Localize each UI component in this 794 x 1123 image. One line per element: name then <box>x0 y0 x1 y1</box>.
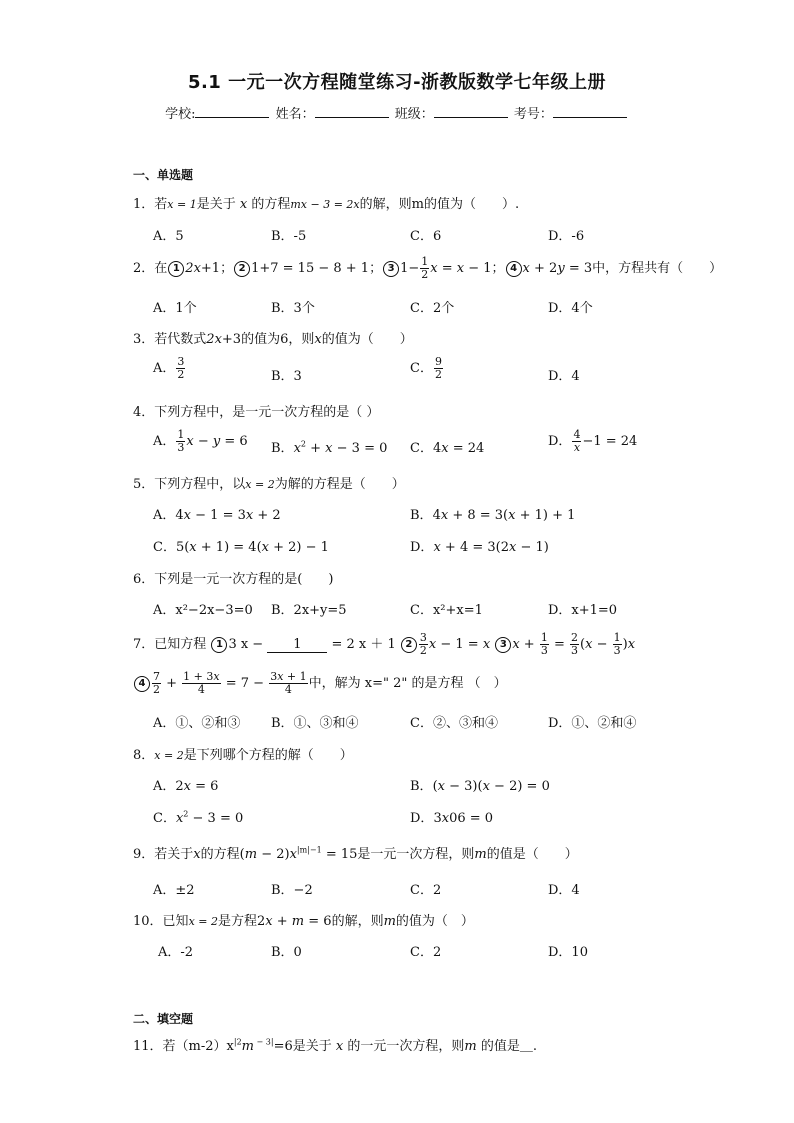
question-8: 8．x = 2是下列哪个方程的解（ ） <box>133 748 353 763</box>
q10-option-d[interactable]: D．10 <box>548 945 588 960</box>
q4-option-a[interactable]: A． $\frac{1}{3}$ x − y = 6 <box>153 428 248 454</box>
q9-option-c[interactable]: C．2 <box>410 883 442 898</box>
exam-no-label: 考号： <box>513 107 553 122</box>
q10-option-b[interactable]: B．0 <box>271 945 302 960</box>
section-fill-in: 二、填空题 <box>133 1012 194 1026</box>
q2-option-b[interactable]: B．3个 <box>271 301 315 316</box>
question-4: 4．下列方程中，是一元一次方程的是（ ） <box>133 405 380 420</box>
q3-option-c[interactable]: C． $\frac{9}{2}$ <box>410 355 442 381</box>
q1-option-b[interactable]: B．-5 <box>271 229 307 244</box>
q4-option-b[interactable]: B．$x^2 + x - 3 = 0$ <box>271 439 388 456</box>
q2-option-d[interactable]: D．4个 <box>548 301 593 316</box>
q10-option-c[interactable]: C．2 <box>410 945 442 960</box>
school-label: 学校: <box>165 107 196 122</box>
q9-option-a[interactable]: A．±2 <box>153 883 195 898</box>
question-11: 11．若$(m-2)x^{|2}m$ $^{- 3|}$=6是关于 x 的一元一次方程，则m 的值是＿. <box>133 1037 538 1054</box>
question-9: 9．若关于x的方程$(m - 2)x^{|m|-1} = 15$是一元一次方程，则m的值是（ ） <box>133 845 578 862</box>
q7-option-b[interactable]: B．①、③和④ <box>271 716 359 731</box>
q8-option-c[interactable]: C．$x^2 - 3 = 0$ <box>153 809 244 826</box>
q3-option-d[interactable]: D．4 <box>548 369 580 384</box>
q5-option-c[interactable]: C．5(x + 1) = 4(x + 2) − 1 <box>153 540 329 555</box>
exam-no-blank <box>553 105 627 118</box>
question-6: 6．下列是一元一次方程的是( ) <box>133 572 334 587</box>
student-info-line <box>0 103 794 122</box>
q7-option-c[interactable]: C．②、③和④ <box>410 716 498 731</box>
q3-option-a[interactable]: A． $\frac{3}{2}$ <box>153 355 185 381</box>
question-3: 3．若代数式2x+3的值为6，则x的值为（ ） <box>133 332 413 347</box>
q8-option-b[interactable]: B．(x − 3)(x − 2) = 0 <box>410 779 550 794</box>
q5-option-d[interactable]: D．x + 4 = 3(2x − 1) <box>410 540 549 555</box>
q8-option-a[interactable]: A．2x = 6 <box>153 779 219 794</box>
q8-option-d[interactable]: D．3x06 = 0 <box>410 811 494 826</box>
q6-option-a[interactable]: A．x²−2x−3=0 <box>153 603 253 618</box>
q9-option-b[interactable]: B．−2 <box>271 883 313 898</box>
q4-option-c[interactable]: C．4x = 24 <box>410 441 485 456</box>
question-7-line2: 4 $\frac{7}{2}$ + $\frac{1 + 3x}{4}$ = 7 − $\frac{3x + 1}{4}$ 中，解为 x=" 2" 的是方程 （ ） <box>133 671 507 696</box>
class-blank <box>434 105 508 118</box>
q10-option-a[interactable]: A．-2 <box>158 945 194 960</box>
q4-option-d[interactable]: D． $\frac{4}{x}$ −1 = 24 <box>548 428 638 454</box>
q1-option-d[interactable]: D．-6 <box>548 229 585 244</box>
q2-option-c[interactable]: C．2个 <box>410 301 455 316</box>
section-single-choice: 一、单选题 <box>133 168 194 182</box>
page-title: 5.1 一元一次方程随堂练习-浙教版数学七年级上册 <box>187 72 607 93</box>
question-1: 1．若x = 1是关于 x 的方程mx − 3 = 2x的解，则m的值为（ ）. <box>133 197 520 212</box>
q5-option-b[interactable]: B．4x + 8 = 3(x + 1) + 1 <box>410 508 576 523</box>
q2-option-a[interactable]: A．1个 <box>153 301 197 316</box>
q1-option-c[interactable]: C．6 <box>410 229 442 244</box>
q9-option-d[interactable]: D．4 <box>548 883 580 898</box>
class-label: 班级： <box>394 107 434 122</box>
question-5: 5．下列方程中，以x = 2为解的方程是（ ） <box>133 477 405 492</box>
q1-option-a[interactable]: A．5 <box>153 229 184 244</box>
q6-option-b[interactable]: B．2x+y=5 <box>271 603 347 618</box>
q6-option-d[interactable]: D．x+1=0 <box>548 603 618 618</box>
name-label: 姓名： <box>275 107 315 122</box>
q5-option-a[interactable]: A．4x − 1 = 3x + 2 <box>153 508 281 523</box>
question-7-line1: 7．已知方程 1 3 x − 1 = 2 x ＋ 1 2 $\frac{3}{2}$ x − 1 = x 3 x + $\frac{1}{3}$ = $\frac{2}{3}$ (x − $\frac{1}{3}$ )x <box>133 631 636 657</box>
q7-option-a[interactable]: A．①、②和③ <box>153 716 241 731</box>
question-2: 2．在 1 2x+1； 2 1+7 = 15 − 8 + 1； 3 1− $\frac{1}{2}$ x = x − 1； 4 x + 2y = 3中，方程共有（ ） <box>133 255 723 281</box>
school-blank <box>195 105 269 118</box>
q6-option-c[interactable]: C．x²+x=1 <box>410 603 483 618</box>
name-blank <box>315 105 389 118</box>
q7-option-d[interactable]: D．①、②和④ <box>548 716 637 731</box>
q3-option-b[interactable]: B．3 <box>271 369 302 384</box>
question-10: 10．已知x = 2是方程2x + m = 6的解，则m的值为（ ） <box>133 914 474 929</box>
